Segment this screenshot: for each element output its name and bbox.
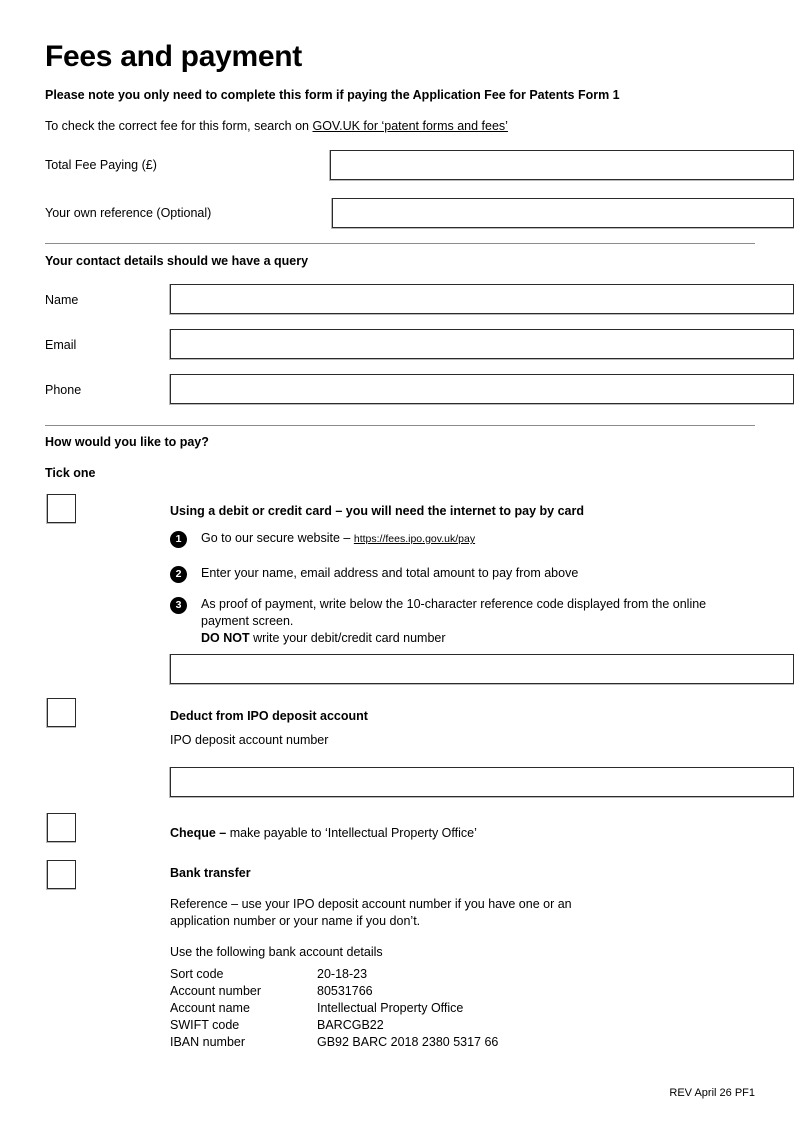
checkbox-bank-transfer[interactable] bbox=[47, 860, 76, 889]
deposit-account-title: Deduct from IPO deposit account bbox=[170, 709, 368, 723]
bank-detail-value: GB92 BARC 2018 2380 5317 66 bbox=[317, 1035, 499, 1049]
deposit-account-number-input[interactable] bbox=[170, 767, 794, 797]
bank-detail-key: Account name bbox=[170, 1001, 250, 1015]
payment-section-heading: How would you like to pay? bbox=[45, 435, 209, 449]
gov-uk-fees-link[interactable]: GOV.UK for ‘patent forms and fees’ bbox=[312, 119, 508, 133]
bank-detail-value: BARCGB22 bbox=[317, 1018, 384, 1032]
checkbox-cheque[interactable] bbox=[47, 813, 76, 842]
bank-details-table bbox=[170, 966, 498, 1051]
revision-footer: REV April 26 PF1 bbox=[669, 1087, 755, 1099]
do-not-emphasis: DO NOT bbox=[201, 630, 250, 645]
contact-section-heading: Your contact details should we have a query bbox=[45, 254, 309, 268]
bank-detail-key: Sort code bbox=[170, 967, 224, 981]
bank-detail-value: 20-18-23 bbox=[317, 967, 368, 981]
divider-payment bbox=[45, 425, 755, 426]
divider-contact bbox=[45, 243, 755, 244]
name-input[interactable] bbox=[170, 284, 794, 314]
phone-label: Phone bbox=[45, 383, 82, 397]
total-fee-input[interactable] bbox=[330, 150, 794, 180]
phone-input[interactable] bbox=[170, 374, 794, 404]
bank-transfer-title: Bank transfer bbox=[170, 866, 251, 880]
email-input[interactable] bbox=[170, 329, 794, 359]
total-fee-label: Total Fee Paying (£) bbox=[45, 158, 157, 172]
checkbox-card-payment[interactable] bbox=[47, 494, 76, 523]
page-title: Fees and payment bbox=[45, 40, 302, 73]
bank-transfer-reference-note: Reference – use your IPO deposit account number if you have one or an application number or your name if you don’t. bbox=[170, 897, 572, 928]
form-note: Please note you only need to complete this form if paying the Application Fee for Patents Form 1 bbox=[45, 88, 620, 102]
card-payment-title: Using a debit or credit card – you will need the internet to pay by card bbox=[170, 504, 584, 518]
step-number-1: 1 bbox=[170, 531, 187, 548]
checkbox-deposit-account[interactable] bbox=[47, 698, 76, 727]
fee-search-prefix: To check the correct fee for this form, search on bbox=[45, 119, 313, 133]
deposit-account-field-label: IPO deposit account number bbox=[170, 733, 329, 747]
secure-website-url[interactable]: https://fees.ipo.gov.uk/pay bbox=[353, 533, 476, 545]
bank-detail-value: Intellectual Property Office bbox=[317, 1001, 464, 1015]
bank-details-intro: Use the following bank account details bbox=[170, 945, 383, 959]
bank-detail-key: Account number bbox=[170, 984, 262, 998]
email-label: Email bbox=[45, 338, 77, 352]
table-row bbox=[170, 1034, 498, 1051]
card-step-1-text: Go to our secure website – https://fees.ipo.gov.uk/pay bbox=[201, 531, 476, 545]
cheque-title: Cheque – make payable to ‘Intellectual Property Office’ bbox=[170, 826, 477, 840]
fee-search-instruction bbox=[45, 118, 508, 134]
bank-detail-value: 80531766 bbox=[317, 984, 373, 998]
tick-one-instruction: Tick one bbox=[45, 466, 96, 480]
form-page bbox=[45, 0, 755, 1130]
card-step-3-text: As proof of payment, write below the 10-character reference code displayed from the online payment screen. DO NOT write your debit/credit card number bbox=[201, 597, 707, 645]
table-row bbox=[170, 966, 498, 983]
bank-detail-key: SWIFT code bbox=[170, 1018, 240, 1032]
step-number-3: 3 bbox=[170, 597, 187, 614]
name-label: Name bbox=[45, 293, 79, 307]
card-step-2-text: Enter your name, email address and total amount to pay from above bbox=[201, 566, 579, 580]
table-row bbox=[170, 1017, 498, 1034]
own-reference-label: Your own reference (Optional) bbox=[45, 206, 212, 220]
cheque-detail: make payable to ‘Intellectual Property Office’ bbox=[229, 826, 477, 840]
step-number-2: 2 bbox=[170, 566, 187, 583]
bank-detail-key: IBAN number bbox=[170, 1035, 246, 1049]
table-row bbox=[170, 983, 498, 1000]
card-reference-code-input[interactable] bbox=[170, 654, 794, 684]
table-row bbox=[170, 1000, 498, 1017]
own-reference-input[interactable] bbox=[332, 198, 794, 228]
